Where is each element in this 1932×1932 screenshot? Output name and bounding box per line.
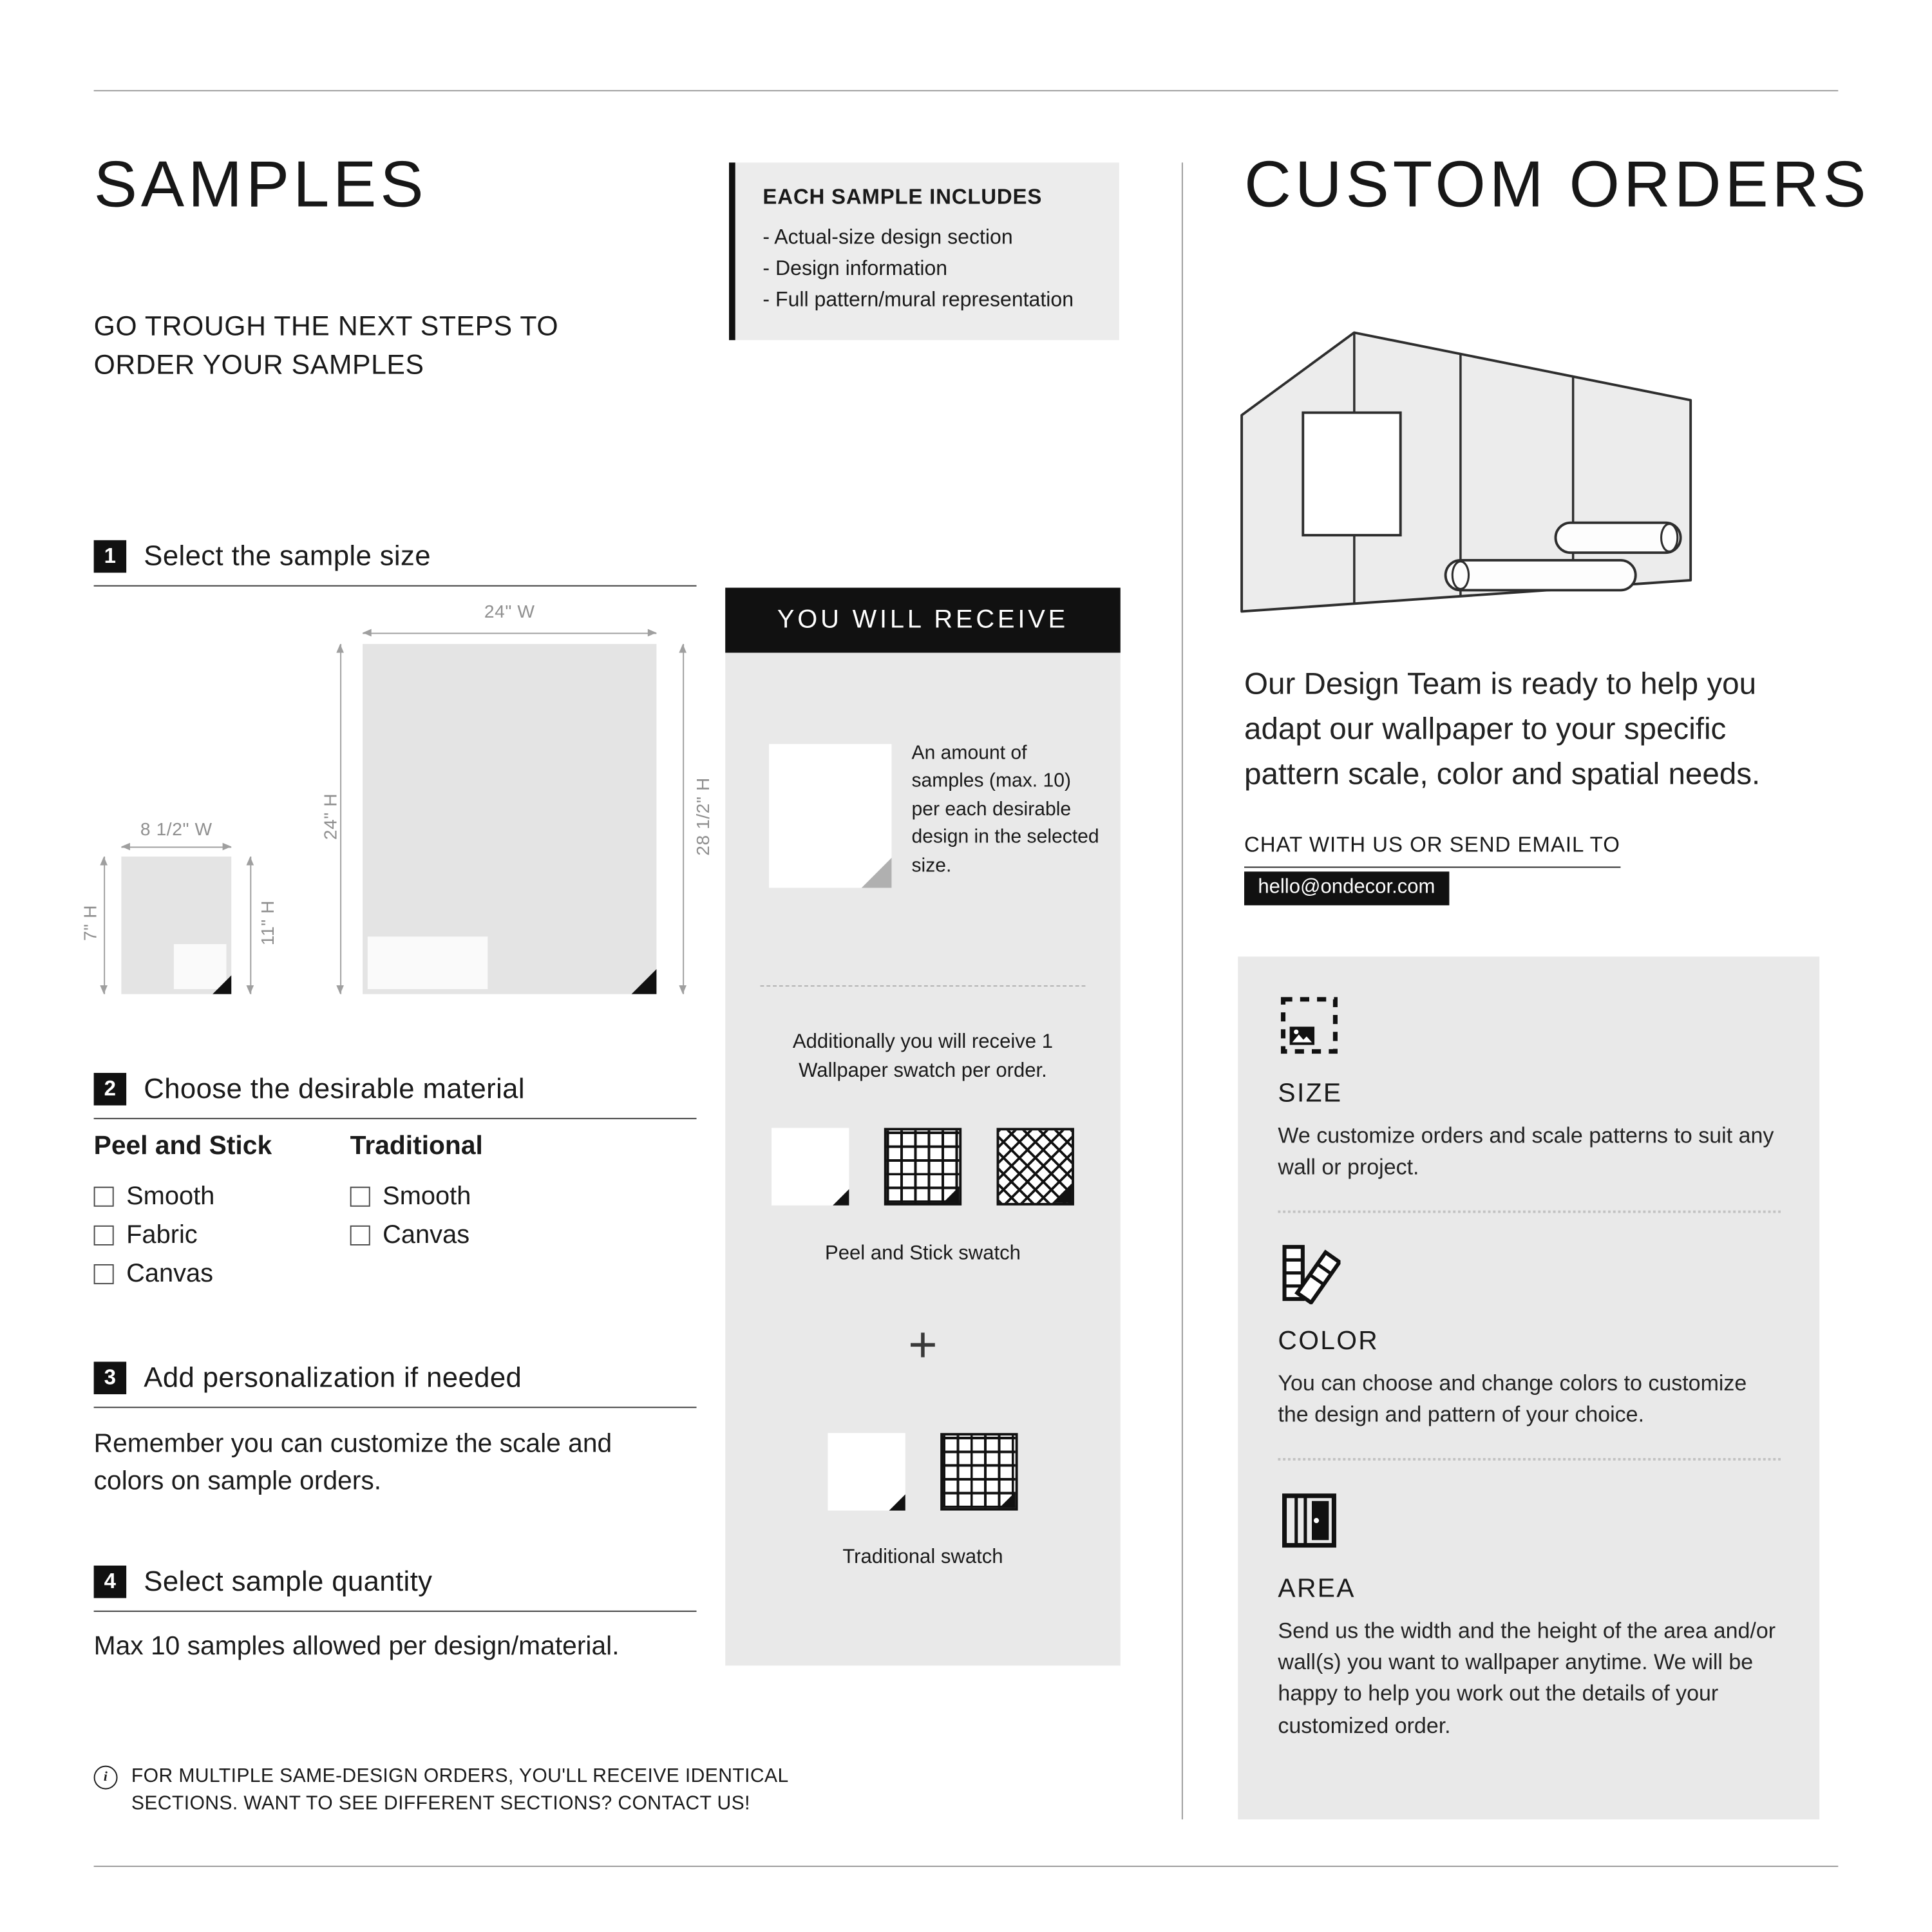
feature-name: AREA [1278, 1573, 1356, 1603]
step-label: Add personalization if needed [144, 1361, 522, 1394]
swatch-grid-icon [884, 1128, 961, 1205]
column-divider [1182, 162, 1183, 1819]
material-option-label: Canvas [383, 1220, 470, 1249]
custom-features-panel [1238, 956, 1819, 1819]
step-number-badge: 4 [94, 1566, 126, 1598]
you-will-receive-header: YOU WILL RECEIVE [725, 588, 1121, 653]
email-badge[interactable]: hello@ondecor.com [1244, 871, 1449, 905]
material-options [94, 1132, 697, 1293]
step-label: Select the sample size [144, 540, 431, 572]
material-option-label: Smooth [383, 1181, 471, 1211]
receive-additional-text: Additionally you will receive 1 Wallpaper swatch per order. [792, 1031, 1054, 1082]
material-option-label: Smooth [126, 1181, 215, 1211]
footnote [94, 1763, 895, 1819]
sample-page-icon [769, 744, 891, 887]
step-number-badge: 3 [94, 1362, 126, 1394]
includes-item: - Design information [762, 257, 948, 280]
includes-item: - Actual-size design section [762, 226, 1013, 249]
feature-area [1278, 1489, 1782, 1742]
dimension-label-small-height-right: 11" H [258, 900, 279, 946]
swatch-plain-icon [828, 1433, 905, 1510]
includes-item: - Full pattern/mural representation [762, 288, 1074, 311]
checkbox-icon[interactable] [350, 1225, 370, 1245]
wallpaper-wall-illustration [1235, 323, 1698, 623]
material-column-title: Traditional [350, 1132, 483, 1160]
dotted-divider [1278, 1457, 1781, 1460]
peel-swatch-row [725, 1128, 1121, 1205]
dimension-label-small-width: 8 1/2" W [140, 820, 213, 840]
size-selection-icon [1278, 994, 1340, 1057]
dimension-label-large-height-right: 28 1/2" H [694, 777, 714, 856]
samples-title: SAMPLES [93, 149, 428, 222]
feature-name: COLOR [1278, 1326, 1379, 1356]
step-4-text: Max 10 samples allowed per design/material. [93, 1631, 620, 1661]
checkbox-icon[interactable] [94, 1264, 114, 1283]
samples-intro-text: GO TROUGH THE NEXT STEPS TO ORDER YOUR SAMPLES [93, 310, 559, 380]
dimension-line [683, 644, 684, 994]
dimension-label-large-width: 24" W [484, 602, 535, 623]
footnote-text: FOR MULTIPLE SAME-DESIGN ORDERS, YOU'LL RECEIVE IDENTICAL SECTIONS. WANT TO SEE DIFFERENT SECTIONS? CONTACT US! [131, 1765, 788, 1815]
custom-intro-text: Our Design Team is ready to help you adapt our wallpaper to your specific pattern scale, color and spatial needs. [1244, 667, 1761, 791]
dimension-line [250, 857, 251, 994]
material-option-canvas-traditional[interactable] [350, 1215, 483, 1254]
step-3-header [94, 1362, 697, 1408]
dimension-line [104, 857, 105, 994]
material-option-smooth-traditional[interactable] [350, 1177, 483, 1215]
traditional-swatch-row [725, 1433, 1121, 1510]
step-number-badge: 2 [94, 1073, 126, 1105]
feature-color [1278, 1242, 1782, 1432]
sample-includes-panel [729, 162, 1119, 340]
sample-overlay [174, 944, 227, 989]
dimension-label-large-height-left: 24" H [321, 793, 342, 840]
step-label: Select sample quantity [144, 1566, 433, 1597]
info-icon: i [94, 1766, 118, 1790]
chat-label: CHAT WITH US OR SEND EMAIL TO [1244, 833, 1620, 867]
material-option-canvas[interactable] [94, 1255, 350, 1293]
large-sample-preview [363, 644, 656, 994]
dotted-divider [1278, 1210, 1781, 1213]
feature-text: We customize orders and scale patterns to suit any wall or project. [1278, 1122, 1774, 1180]
swatch-plain-icon [772, 1128, 849, 1205]
bottom-rule [94, 1866, 1839, 1867]
checkbox-icon[interactable] [94, 1225, 114, 1245]
plus-separator: + [908, 1318, 938, 1373]
material-option-fabric[interactable] [94, 1215, 350, 1254]
checkbox-icon[interactable] [350, 1186, 370, 1206]
material-option-smooth[interactable] [94, 1177, 350, 1215]
material-column-peel [94, 1132, 350, 1293]
step-3-text: Remember you can customize the scale and colors on sample orders. [93, 1429, 612, 1495]
material-column-title: Peel and Stick [93, 1132, 272, 1160]
top-rule [94, 90, 1839, 91]
dimension-label-small-height-left: 7" H [81, 904, 102, 942]
feature-text: Send us the width and the height of the area and/or wall(s) you want to wallpaper anytime. We will be happy to help you work out the details of your customized order. [1278, 1617, 1776, 1738]
feature-size [1278, 994, 1782, 1184]
feature-name: SIZE [1278, 1079, 1343, 1108]
dimension-line [363, 633, 656, 634]
feature-text: You can choose and change colors to customize the design and pattern of your choice. [1278, 1370, 1747, 1427]
receive-samples-text: An amount of samples (max. 10) per each desirable design in the selected size. [911, 743, 1099, 876]
color-swatches-icon [1278, 1242, 1340, 1304]
sample-size-diagram [81, 600, 714, 1019]
step-2-header [94, 1073, 697, 1119]
sample-overlay [368, 936, 488, 989]
peel-swatch-label: Peel and Stick swatch [825, 1243, 1021, 1265]
step-4-header [94, 1566, 697, 1612]
dashed-divider [761, 985, 1086, 987]
material-column-traditional [350, 1132, 483, 1293]
swatch-crosshatch-icon [997, 1128, 1074, 1205]
swatch-grid-icon [940, 1433, 1018, 1510]
small-sample-preview [121, 857, 231, 994]
step-1-header [94, 540, 697, 587]
you-will-receive-panel [725, 588, 1121, 1666]
step-number-badge: 1 [94, 540, 126, 573]
checkbox-icon[interactable] [94, 1186, 114, 1206]
area-door-icon [1278, 1489, 1340, 1551]
material-option-label: Canvas [126, 1259, 214, 1288]
custom-orders-title: CUSTOM ORDERS [1244, 149, 1870, 222]
traditional-swatch-label: Traditional swatch [842, 1546, 1003, 1568]
material-option-label: Fabric [126, 1220, 198, 1249]
dimension-line [121, 847, 231, 848]
includes-title: EACH SAMPLE INCLUDES [762, 185, 1043, 209]
step-label: Choose the desirable material [144, 1072, 525, 1104]
